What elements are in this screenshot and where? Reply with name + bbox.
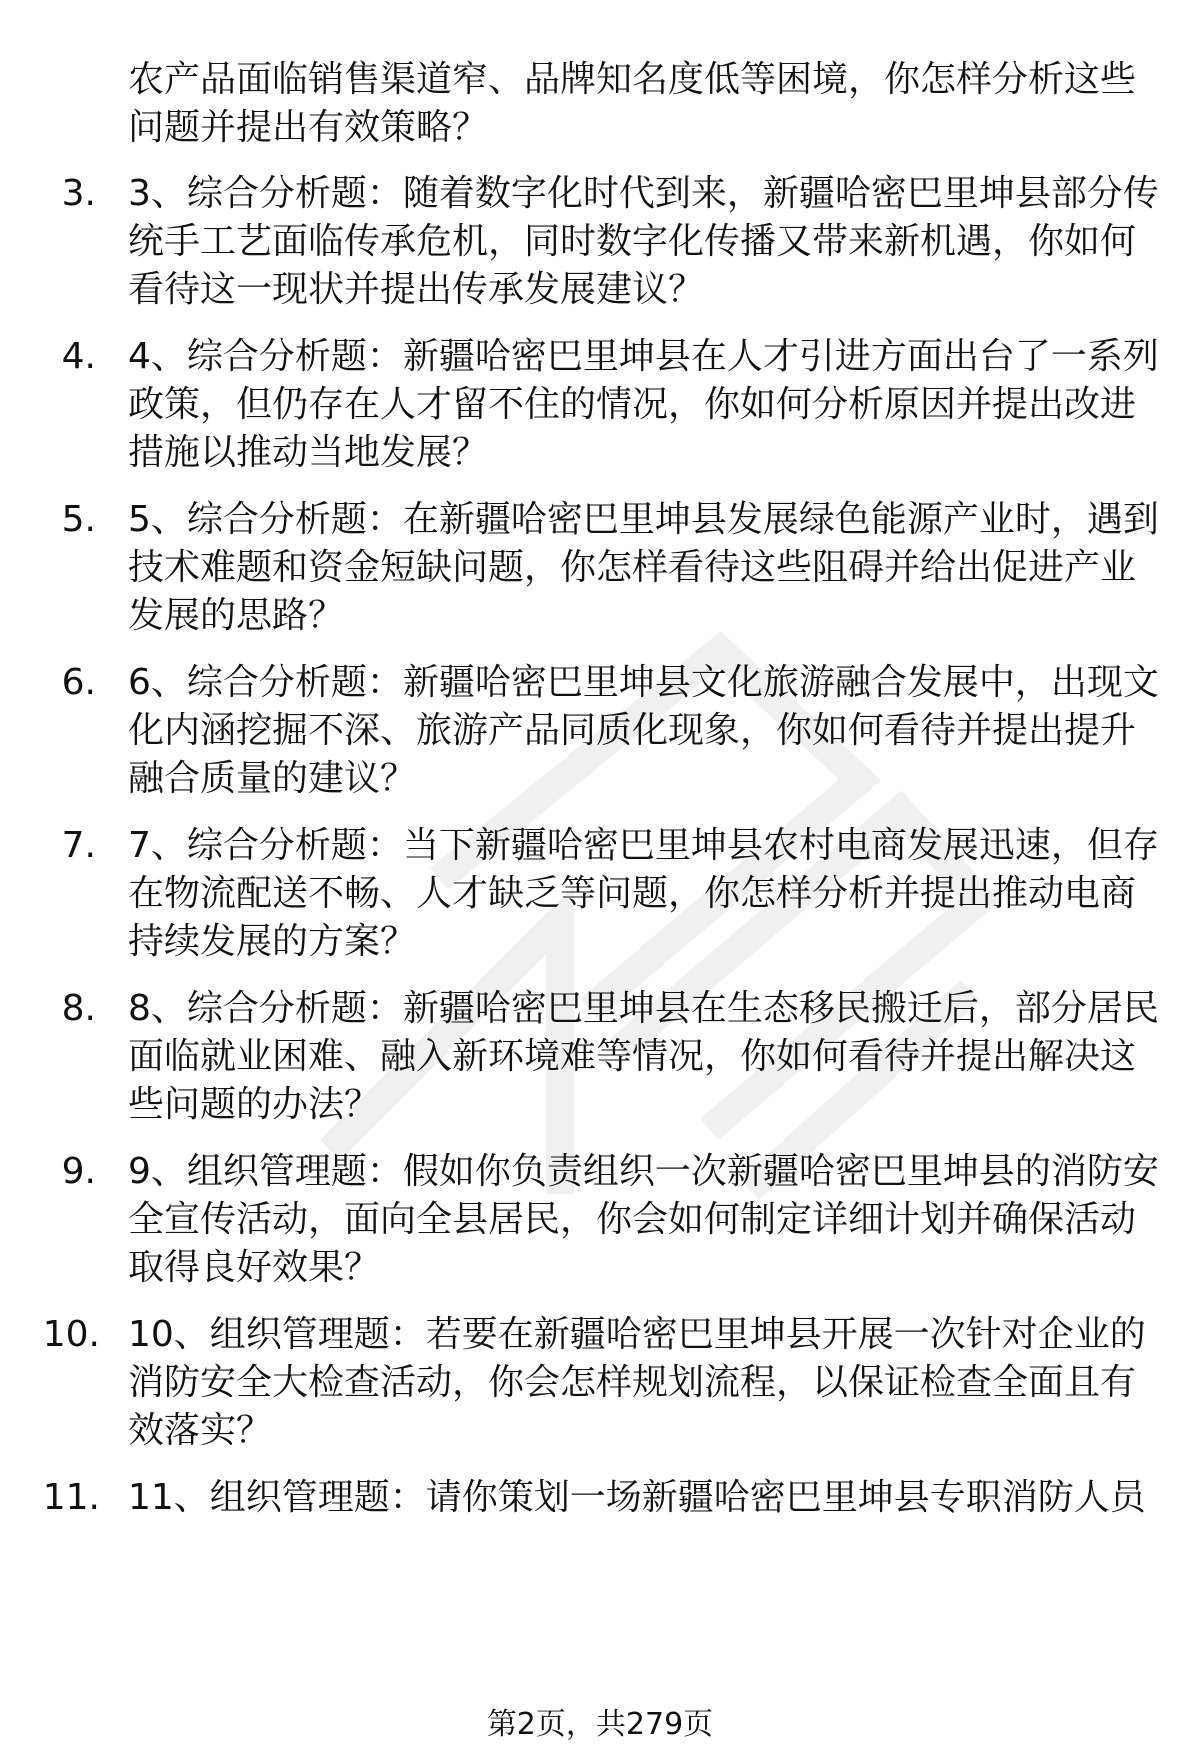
text-line: 化内涵挖掘不深、旅游产品同质化现象，你如何看待并提出提升 (128, 710, 1137, 751)
text-line: 农产品面临销售渠道窄、品牌知名度低等困境，你怎样分析这些 (128, 59, 1137, 100)
page-number-footer: 第2页，共279页 (486, 1707, 714, 1742)
text-line: 政策，但仍存在人才留不住的情况，你如何分析原因并提出改进 (128, 384, 1137, 425)
text-line: 统手工艺面临传承危机，同时数字化传播又带来新机遇，你如何 (128, 221, 1137, 262)
text-line: 5、综合分析题：在新疆哈密巴里坤县发展绿色能源产业时，遇到 (128, 499, 1159, 540)
text-line: 4、综合分析题：新疆哈密巴里坤县在人才引进方面出台了一系列 (128, 336, 1159, 377)
text-line: 消防安全大检查活动，你会怎样规划流程，以保证检查全面且有 (128, 1362, 1137, 1403)
list-item-text (128, 985, 1168, 1129)
text-line: 取得良好效果？ (128, 1247, 381, 1288)
text-line: 7、综合分析题：当下新疆哈密巴里坤县农村电商发展迅速，但存 (128, 825, 1159, 866)
text-line: 面临就业困难、融入新环境难等情况，你如何看待并提出解决这 (128, 1036, 1137, 1077)
list-item-text (128, 1148, 1168, 1292)
text-line: 融合质量的建议？ (128, 758, 417, 799)
list-item-text (128, 333, 1168, 477)
text-line: 11、组织管理题：请你策划一场新疆哈密巴里坤县专职消防人员 (128, 1477, 1146, 1518)
text-line: 6、综合分析题：新疆哈密巴里坤县文化旅游融合发展中，出现文 (128, 662, 1159, 703)
list-item-text (128, 1474, 1168, 1522)
text-line: 措施以推动当地发展？ (128, 432, 489, 473)
text-line: 看待这一现状并提出传承发展建议？ (128, 269, 705, 310)
text-line: 些问题的办法？ (128, 1084, 381, 1125)
list-item-number: 4. (61, 336, 96, 377)
list-item-number: 7. (61, 825, 96, 866)
list-item-number: 6. (61, 662, 96, 703)
text-line: 8、综合分析题：新疆哈密巴里坤县在生态移民搬迁后，部分居民 (128, 988, 1159, 1029)
list-item-number: 5. (61, 499, 96, 540)
list-item-text (128, 1311, 1168, 1455)
text-line: 技术难题和资金短缺问题，你怎样看待这些阻碍并给出促进产业 (128, 547, 1137, 588)
list-item-number: 11. (42, 1477, 100, 1518)
text-line: 在物流配送不畅、人才缺乏等问题，你怎样分析并提出推动电商 (128, 873, 1137, 914)
text-line: 问题并提出有效策略？ (128, 107, 489, 148)
list-item-text (128, 659, 1168, 803)
list-item-number: 3. (61, 173, 96, 214)
list-item-number: 10. (42, 1314, 100, 1355)
text-line: 3、综合分析题：随着数字化时代到来，新疆哈密巴里坤县部分传 (128, 173, 1159, 214)
text-line: 10、组织管理题：若要在新疆哈密巴里坤县开展一次针对企业的 (128, 1314, 1146, 1355)
list-item-number: 8. (61, 988, 96, 1029)
list-item-text (128, 170, 1168, 314)
list-item-text (128, 496, 1168, 640)
text-line: 全宣传活动，面向全县居民，你会如何制定详细计划并确保活动 (128, 1199, 1137, 1240)
continuation-paragraph (128, 56, 1168, 152)
list-item-text (128, 822, 1168, 966)
text-line: 发展的思路？ (128, 595, 345, 636)
list-item-number: 9. (61, 1151, 96, 1192)
text-line: 效落实？ (128, 1410, 273, 1451)
text-line: 持续发展的方案？ (128, 921, 417, 962)
text-line: 9、组织管理题：假如你负责组织一次新疆哈密巴里坤县的消防安 (128, 1151, 1159, 1192)
